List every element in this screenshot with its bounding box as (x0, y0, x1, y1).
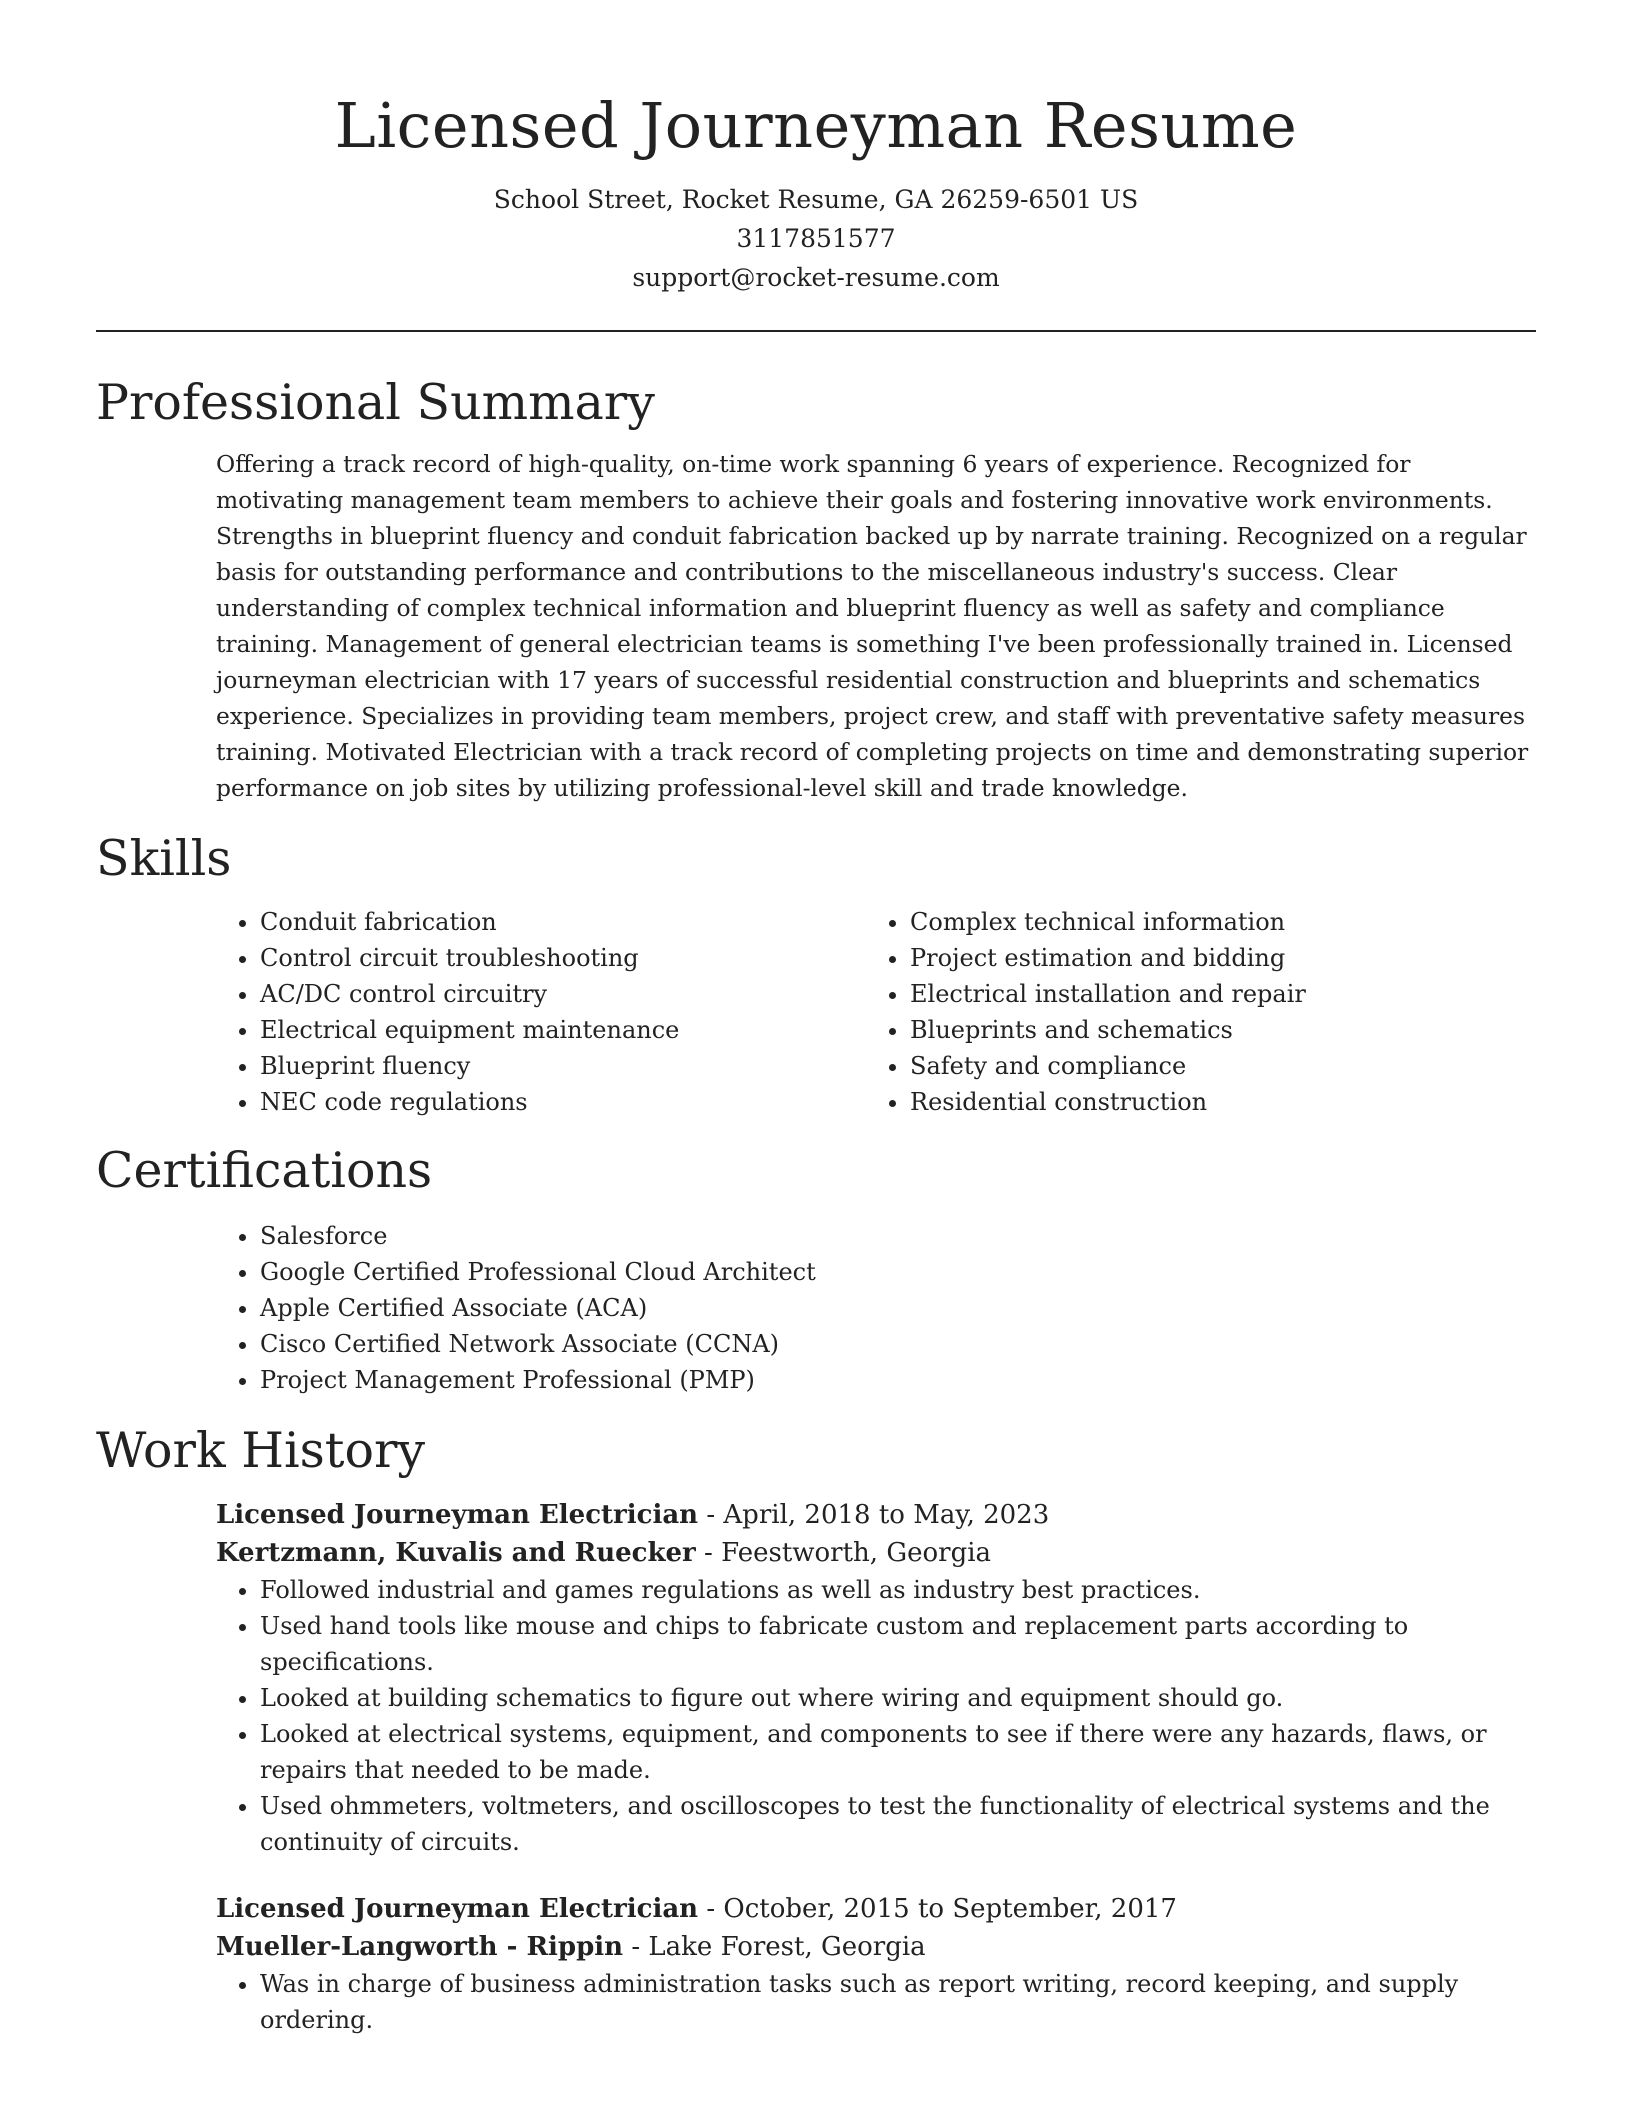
job-dates: April, 2018 to May, 2023 (723, 1500, 1050, 1530)
job-separator: - (706, 1500, 724, 1530)
resume-title: Licensed Journeyman Resume (334, 89, 1298, 162)
summary-heading: Professional Summary (96, 374, 655, 431)
certification-item: • Salesforce (260, 1218, 1536, 1254)
job-company-line (216, 1928, 1536, 1966)
job-company: Mueller-Langworth - Rippin (216, 1932, 624, 1962)
job-entry (216, 1890, 1536, 2038)
job-company-line (216, 1534, 1536, 1572)
job-role: Licensed Journeyman Electrician (216, 1500, 699, 1530)
contact-email: support@rocket-resume.com (632, 263, 1000, 292)
skills-column-right (866, 904, 1516, 1120)
skill-item: • Electrical installation and repair (910, 976, 1516, 1012)
contact-address: School Street, Rocket Resume, GA 26259-6501 US (493, 185, 1139, 214)
skills-list-right (866, 904, 1516, 1120)
summary-text: Offering a track record of high-quality, on-time work spanning 6 years of experience. Recognized for motivating management team members to achieve their goals and fostering innovative work environments. Strengths in blueprint fluency and conduit fabrication backed up by narrate training. Recognized on a regular basis for outstanding performance and contributions to the miscellaneous industry's success. Clear understanding of complex technical information and blueprint fluency as well as safety and compliance training. Management of general electrician teams is something I've been professionally trained in. Licensed journeyman electrician with 17 years of successful residential construction and blueprints and schematics experience. Specializes in providing team members, project crew, and staff with preventative safety measures training. Motivated Electrician with a track record of completing projects on time and demonstrating superior performance on job sites by utilizing professional-level skill and trade knowledge. (216, 450, 1529, 802)
job-entry (216, 1496, 1536, 1860)
contact-phone: 3117851577 (736, 224, 896, 253)
resume-page (96, 0, 1536, 2038)
skills-heading: Skills (96, 830, 232, 887)
job-title-line (216, 1890, 1536, 1928)
job-separator: - (706, 1894, 724, 1924)
job-location: Lake Forest, Georgia (648, 1932, 926, 1962)
skills-column-left (216, 904, 866, 1120)
job-duty-item: • Looked at building schematics to figure out where wiring and equipment should go. (260, 1680, 1536, 1716)
job-duty-item: • Looked at electrical systems, equipment, and components to see if there were any hazards, flaws, or repairs that needed to be made. (260, 1716, 1536, 1788)
job-duties-list (216, 1572, 1536, 1860)
skill-item: • Project estimation and bidding (910, 940, 1516, 976)
skill-item: • Conduit fabrication (260, 904, 866, 940)
skill-item: • Residential construction (910, 1084, 1516, 1120)
job-location: Feestworth, Georgia (721, 1538, 992, 1568)
job-company: Kertzmann, Kuvalis and Ruecker (216, 1538, 696, 1568)
certifications-block (216, 1218, 1536, 1398)
skill-item: • Safety and compliance (910, 1048, 1516, 1084)
job-separator: - (704, 1538, 722, 1568)
certifications-list (216, 1218, 1536, 1398)
certification-item: • Apple Certified Associate (ACA) (260, 1290, 1536, 1326)
job-role: Licensed Journeyman Electrician (216, 1894, 699, 1924)
skill-item: • Complex technical information (910, 904, 1516, 940)
job-duties-list (216, 1966, 1536, 2038)
job-duty-item: • Was in charge of business administration tasks such as report writing, record keeping, and supply ordering. (260, 1966, 1536, 2038)
job-dates: October, 2015 to September, 2017 (723, 1894, 1177, 1924)
skill-item: • Blueprint fluency (260, 1048, 866, 1084)
work-history-heading: Work History (96, 1422, 426, 1479)
job-duty-item: • Used hand tools like mouse and chips to fabricate custom and replacement parts according to specifications. (260, 1608, 1536, 1680)
skill-item: • NEC code regulations (260, 1084, 866, 1120)
certification-item: • Cisco Certified Network Associate (CCNA) (260, 1326, 1536, 1362)
skill-item: • Electrical equipment maintenance (260, 1012, 866, 1048)
job-separator: - (631, 1932, 649, 1962)
skill-item: • Blueprints and schematics (910, 1012, 1516, 1048)
skill-item: • AC/DC control circuitry (260, 976, 866, 1012)
job-duty-item: • Followed industrial and games regulations as well as industry best practices. (260, 1572, 1536, 1608)
skills-list-left (216, 904, 866, 1120)
certifications-heading: Certifications (96, 1142, 433, 1199)
certification-item: • Google Certified Professional Cloud Architect (260, 1254, 1536, 1290)
skill-item: • Control circuit troubleshooting (260, 940, 866, 976)
job-duty-item: • Used ohmmeters, voltmeters, and oscilloscopes to test the functionality of electrical systems and the continuity of circuits. (260, 1788, 1536, 1860)
skills-columns (216, 904, 1536, 1120)
certification-item: • Project Management Professional (PMP) (260, 1362, 1536, 1398)
job-title-line (216, 1496, 1536, 1534)
header-divider (96, 330, 1536, 332)
contact-block (96, 180, 1536, 297)
